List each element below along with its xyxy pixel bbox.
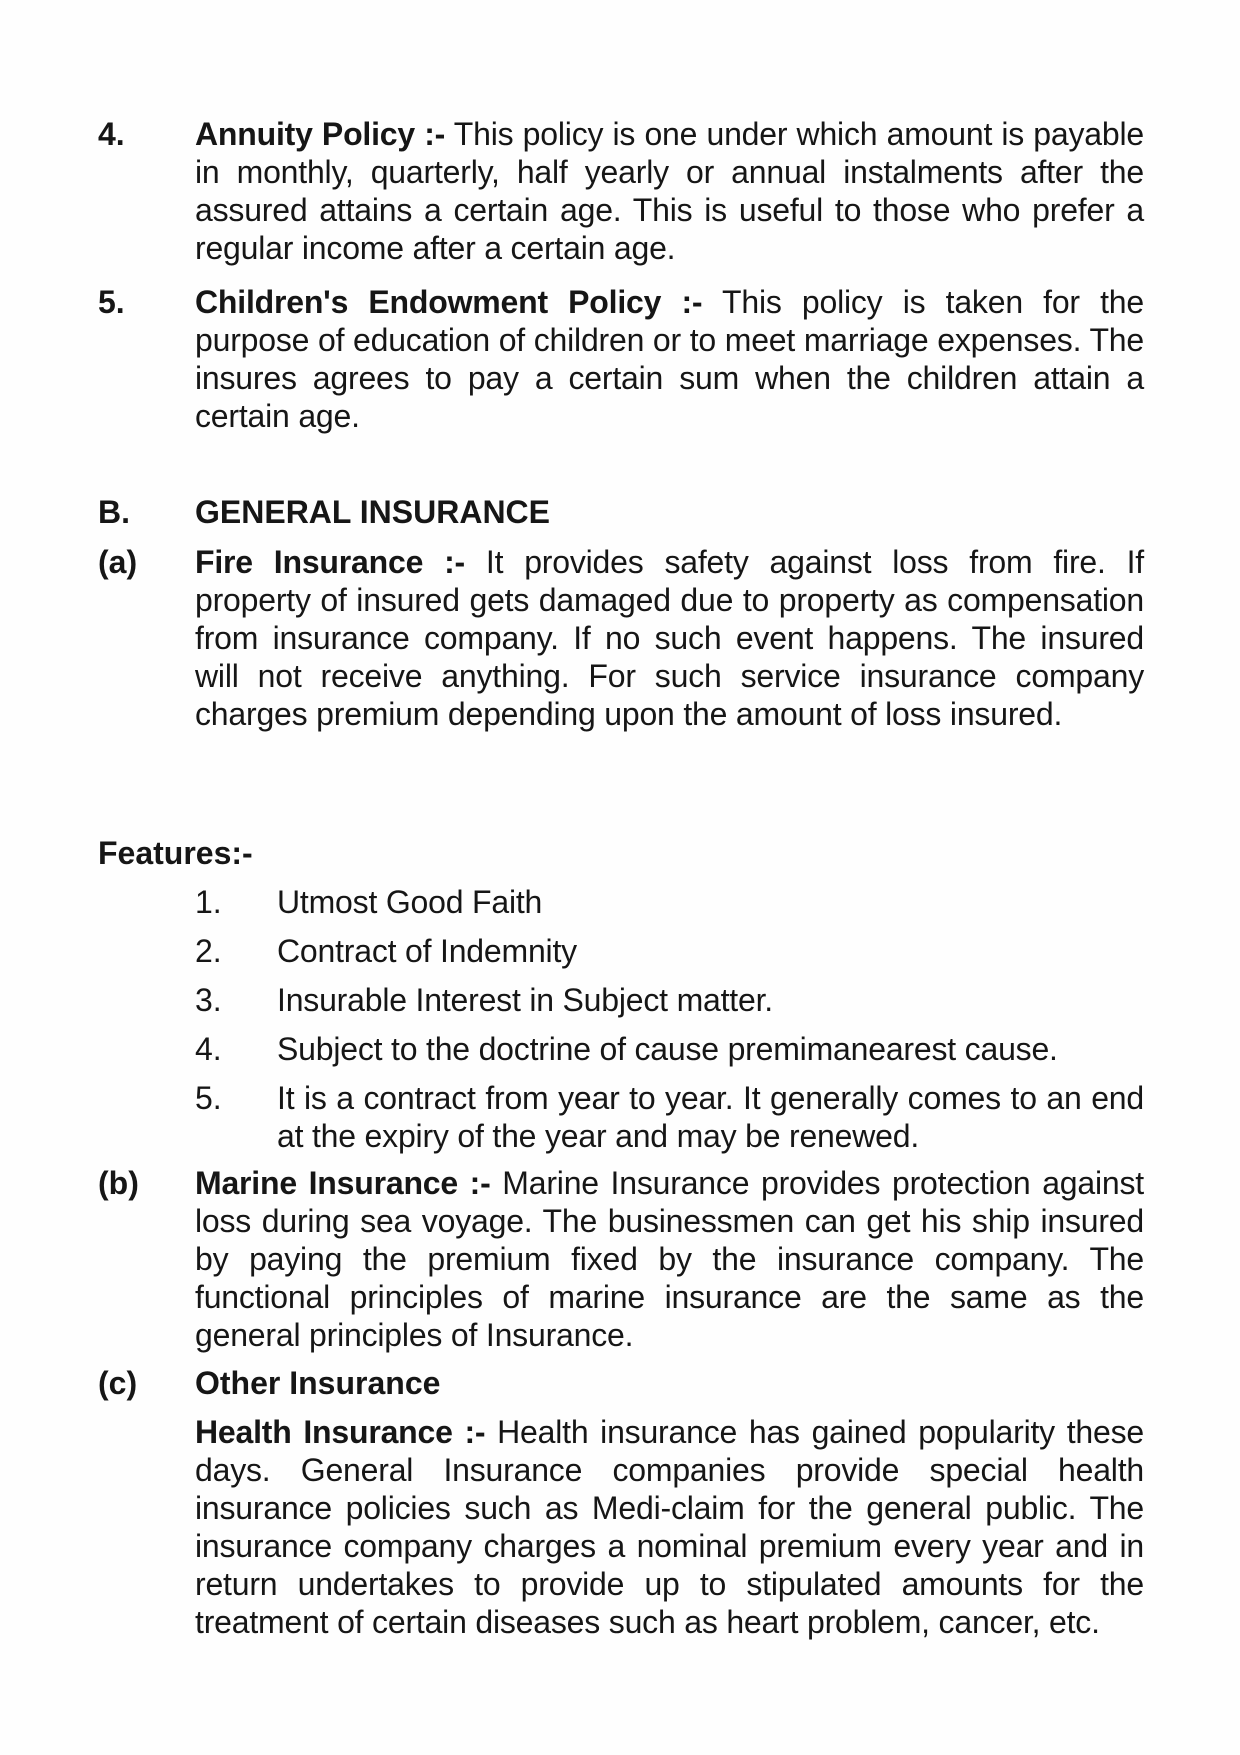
item-paragraph [195,543,1144,733]
list-item-annuity-policy [98,115,1144,267]
item-marker: (c) [98,1365,138,1401]
item-paragraph [195,283,1144,435]
features-heading: Features:- [98,835,253,871]
feature-text: Contract of Indemnity [277,933,577,969]
section-marker: B. [98,494,130,530]
item-marker: (a) [98,544,138,580]
feature-item [195,1030,1144,1068]
feature-text: Insurable Interest in Subject matter. [277,982,773,1018]
item-text: Health insurance has gained popularity these days. General Insurance companies provide special health insurance policies such as Medi-claim for the general public. The insurance company charges a nominal premium every year and in return undertakes to provide up to stipulated amounts for the treatment of certain diseases such as heart problem, cancer, etc. [195,1414,1144,1640]
item-term: Health Insurance :- [195,1414,486,1450]
feature-item [195,932,1144,970]
item-marker: (b) [98,1165,139,1201]
feature-number: 1. [195,884,222,920]
list-item-fire-insurance [98,543,1144,733]
feature-text: Utmost Good Faith [277,884,543,920]
section-title: GENERAL INSURANCE [195,494,550,530]
item-number: 4. [98,116,125,152]
feature-item [195,981,1144,1019]
item-text: This policy is one under which amount is payable in monthly, quarterly, half yearly or annual instalments after the assured attains a certain age. This is useful to those who prefer a regular income after a certain age. [195,116,1144,266]
feature-text: It is a contract from year to year. It generally comes to an end at the expiry of the year and may be renewed. [277,1080,1144,1154]
health-insurance-paragraph [195,1413,1144,1641]
item-term: Annuity Policy :- [195,116,446,152]
section-heading-general-insurance [98,493,1144,531]
item-text: Marine Insurance provides protection against loss during sea voyage. The businessmen can get his ship insured by paying the premium fixed by the insurance company. The functional principles of marine insurance are the same as the general principles of Insurance. [195,1165,1144,1353]
feature-number: 5. [195,1080,222,1116]
item-term: Children's Endowment Policy :- [195,284,703,320]
feature-number: 3. [195,982,222,1018]
feature-item [195,1079,1144,1155]
item-term: Marine Insurance :- [195,1165,491,1201]
feature-item [195,883,1144,921]
feature-number: 4. [195,1031,222,1067]
list-item-other-insurance [98,1364,1144,1402]
item-text: This policy is taken for the purpose of education of children or to meet marriage expenses. The insures agrees to pay a certain sum when the children attain a certain age. [195,284,1144,434]
list-item-marine-insurance [98,1164,1144,1354]
item-text: It provides safety against loss from fire. If property of insured gets damaged due to property as compensation from insurance company. If no such event happens. The insured will not receive anything. For such service insurance company charges premium depending upon the amount of loss insured. [195,544,1144,732]
item-paragraph [195,1164,1144,1354]
feature-text: Subject to the doctrine of cause premimanearest cause. [277,1031,1058,1067]
item-title: Other Insurance [195,1365,441,1401]
item-paragraph [195,115,1144,267]
list-item-childrens-endowment-policy [98,283,1144,435]
item-term: Fire Insurance :- [195,544,465,580]
item-number: 5. [98,284,125,320]
feature-number: 2. [195,933,222,969]
